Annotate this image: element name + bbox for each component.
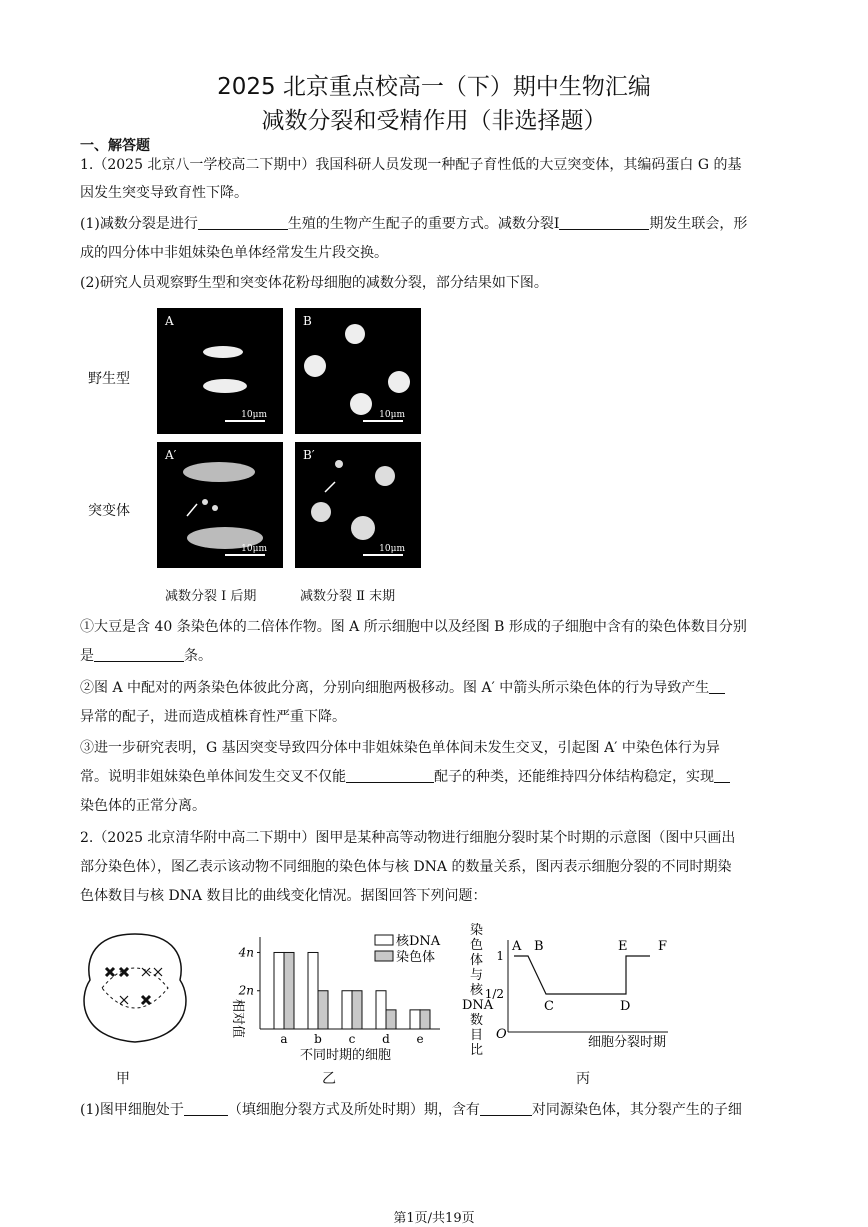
x-tick-label: b: [314, 1032, 322, 1046]
answer-blank[interactable]: [709, 679, 725, 694]
bar-核DNA-c: [342, 991, 352, 1029]
y-axis-label: DNA: [462, 998, 494, 1013]
y-axis-label: 数: [470, 1013, 484, 1028]
point-label-E: E: [618, 939, 628, 954]
y-tick-label: 4n: [238, 945, 254, 960]
figure-label-bing: 丙: [576, 1071, 590, 1087]
point-label-D: D: [620, 999, 631, 1014]
figure-label-jia: 甲: [116, 1071, 130, 1087]
answer-blank[interactable]: [94, 647, 184, 662]
q1-sub3-end: 染色体的正常分离。: [80, 798, 206, 814]
answer-blank[interactable]: [714, 768, 730, 783]
y-axis-label: 相对值: [230, 999, 245, 1039]
x-tick-label: e: [416, 1032, 424, 1046]
micrograph-a-prime: A′ 10μm: [157, 442, 283, 568]
page-footer: 第1页/共19页: [393, 1211, 475, 1226]
bar-核DNA-a: [274, 952, 284, 1029]
row-label-wild: 野生型: [88, 371, 130, 387]
micrograph-b-prime: B′ 10μm: [295, 442, 421, 568]
answer-blank[interactable]: [198, 215, 288, 230]
point-label-B: B: [534, 939, 544, 954]
bar-染色体-c: [352, 991, 362, 1029]
y-axis-label: 染: [470, 923, 484, 938]
q1-sub3: ③进一步研究表明，G 基因突变导致四分体中非姐妹染色单体间未发生交叉，引起图 A′ 中染色体行为异: [80, 740, 720, 756]
q2-intro-cont2: 色体数目与核 DNA 数目比的曲线变化情况。据图回答下列问题：: [80, 888, 487, 904]
y-tick-label: 2n: [238, 983, 254, 998]
y-axis-label: 与: [470, 968, 484, 983]
q1-sub1-cont: 是 条。: [80, 648, 212, 664]
answer-blank[interactable]: [184, 1101, 228, 1116]
q1-sub1: ①大豆是含 40 条染色体的二倍体作物。图 A 所示细胞中以及经图 B 形成的子细胞中含有的染色体数目分别: [80, 619, 747, 635]
caption-left: 减数分裂 Ⅰ 后期: [165, 589, 257, 604]
legend-swatch: [375, 951, 393, 961]
q2-part1: (1)图甲细胞处于 （填细胞分裂方式及所处时期）期，含有 对同源染色体，其分裂产生的子细: [80, 1102, 742, 1118]
q1-sub2: ②图 A 中配对的两条染色体彼此分离，分别向细胞两极移动。图 A′ 中箭头所示染色体的行为导致产生: [80, 678, 790, 698]
legend-label: 核DNA: [396, 934, 441, 949]
y-axis-label: 目: [470, 1028, 484, 1043]
point-label-F: F: [658, 939, 668, 954]
cell-diagram-jia: [80, 928, 190, 1068]
bar-核DNA-d: [376, 991, 386, 1029]
answer-blank[interactable]: [346, 768, 434, 783]
series-line: [514, 956, 650, 994]
q1-part1-cont: 成的四分体中非姐妹染色单体经常发生片段交换。: [80, 245, 388, 261]
y-axis-label: 比: [470, 1043, 484, 1058]
bar-核DNA-e: [410, 1010, 420, 1029]
x-axis-label: 不同时期的细胞: [300, 1048, 392, 1063]
y-axis-label: 核: [470, 983, 484, 998]
legend-label: 染色体: [396, 950, 436, 965]
bar-染色体-a: [284, 952, 294, 1029]
point-label-A: A: [512, 939, 522, 954]
line-chart-bing: [462, 918, 687, 1068]
legend-swatch: [375, 935, 393, 945]
answer-blank[interactable]: [559, 215, 649, 230]
q2-intro-cont1: 部分染色体），图乙表示该动物不同细胞的染色体与核 DNA 的数量关系，图丙表示细胞分裂的不同时期染: [80, 859, 732, 875]
row-label-mutant: 突变体: [88, 503, 130, 519]
q1-sub2-cont: 异常的配子，进而造成植株育性严重下降。: [80, 709, 346, 725]
q1-part2: (2)研究人员观察野生型和突变体花粉母细胞的减数分裂，部分结果如下图。: [80, 275, 548, 291]
micrograph-a: A 10μm: [157, 308, 283, 434]
section-heading: 一、解答题: [80, 138, 150, 154]
x-tick-label: c: [348, 1032, 356, 1046]
q1-sub3-cont: 常。说明非姐妹染色单体间发生交叉不仅能 配子的种类，还能维持四分体结构稳定，实现: [80, 767, 790, 787]
y-axis-label: 色: [470, 938, 484, 953]
y-tick-label: 1/2: [484, 987, 504, 1001]
x-tick-label: d: [382, 1032, 390, 1046]
y-tick-label: 1: [496, 949, 504, 963]
x-axis-label: 细胞分裂时期: [588, 1035, 667, 1050]
q2-intro: 2.（2025 北京清华附中高二下期中）图甲是某种高等动物进行细胞分裂时某个时期的示意图（图中只画出: [80, 830, 736, 846]
figure-label-yi: 乙: [322, 1071, 336, 1087]
bar-chart-yi: [220, 925, 450, 1065]
bar-染色体-d: [386, 1010, 396, 1029]
bar-核DNA-b: [308, 952, 318, 1029]
origin-label: O: [496, 1027, 507, 1042]
q1-part1: (1)减数分裂是进行 生殖的生物产生配子的重要方式。减数分裂Ⅰ 期发生联会，形: [80, 216, 748, 232]
doc-title-line1: 2025 北京重点校高一（下）期中生物汇编: [217, 74, 651, 100]
bar-染色体-b: [318, 991, 328, 1029]
x-tick-label: a: [280, 1032, 288, 1046]
q1-intro: 1.（2025 北京八一学校高二下期中）我国科研人员发现一种配子育性低的大豆突变体，其编码蛋白 G 的基: [80, 157, 742, 173]
caption-right: 减数分裂 Ⅱ 末期: [300, 589, 396, 604]
micrograph-b: B 10μm: [295, 308, 421, 434]
bar-染色体-e: [420, 1010, 430, 1029]
q1-intro-cont: 因发生突变导致育性下降。: [80, 185, 248, 201]
point-label-C: C: [544, 999, 554, 1014]
answer-blank[interactable]: [480, 1101, 532, 1116]
y-axis-label: 体: [470, 953, 484, 968]
doc-title-line2: 减数分裂和受精作用（非选择题）: [261, 108, 607, 134]
